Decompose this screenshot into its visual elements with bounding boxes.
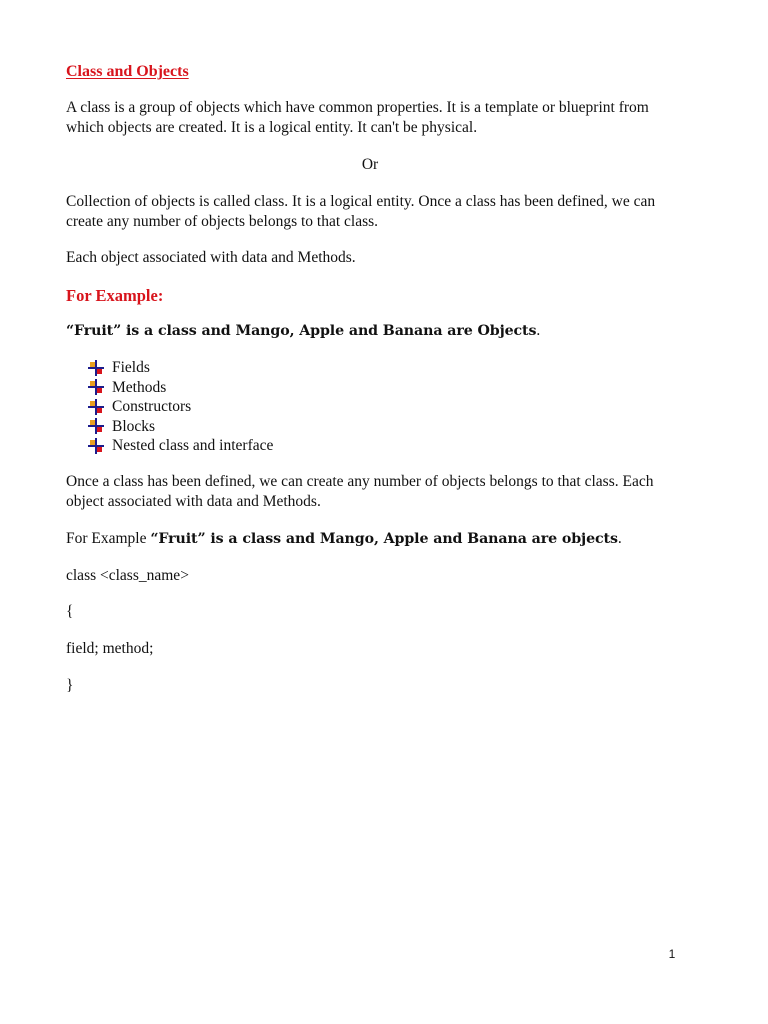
code-class-declaration: class <class_name>	[66, 567, 189, 584]
member-list	[88, 358, 273, 456]
collection-paragraph: Collection of objects is called class. It is a logical entity. Once a class has been defined, we can create any number of objects belongs to that class.	[66, 193, 656, 230]
definition-paragraph: A class is a group of objects which have common properties. It is a template or blueprint from which objects are created. It is a logical entity. It can't be physical.	[66, 99, 649, 136]
document-title: Class and Objects	[66, 63, 189, 80]
page-number: 1	[668, 947, 676, 961]
data-methods-paragraph: Each object associated with data and Methods.	[66, 249, 356, 266]
or-separator: Or	[361, 156, 379, 173]
fruit-example2-period: .	[617, 530, 622, 547]
fruit-example-period: .	[536, 322, 541, 339]
list-item	[88, 378, 273, 398]
list-item	[88, 417, 273, 437]
code-open-brace: {	[66, 603, 74, 620]
pushpin-bullet-icon	[88, 399, 104, 415]
list-item-label: Fields	[112, 359, 150, 376]
list-item	[88, 358, 273, 378]
list-item	[88, 397, 273, 417]
list-item	[88, 436, 273, 456]
example2-prefix: For Example	[66, 530, 151, 547]
fruit-example2-bold: “Fruit” is a class and Mango, Apple and Banana are objects	[150, 531, 618, 547]
list-item-label: Nested class and interface	[112, 437, 274, 454]
code-close-brace: }	[66, 677, 74, 694]
list-item-label: Constructors	[112, 398, 192, 415]
pushpin-bullet-icon	[88, 438, 104, 454]
pushpin-bullet-icon	[88, 360, 104, 376]
list-item-label: Blocks	[112, 417, 156, 435]
pushpin-bullet-icon	[88, 418, 104, 434]
fruit-example-bold: “Fruit” is a class and Mango, Apple and Banana are Objects	[66, 323, 537, 339]
code-body: field; method;	[66, 640, 154, 657]
pushpin-bullet-icon	[88, 379, 104, 395]
fruit-example-line	[66, 321, 686, 341]
for-example-heading: For Example:	[66, 286, 164, 305]
list-item-label: Methods	[112, 378, 167, 396]
defined-class-paragraph: Once a class has been defined, we can create any number of objects belongs to that class. Each object associated with data and Methods.	[66, 473, 654, 510]
fruit-example-line-2	[66, 529, 686, 549]
